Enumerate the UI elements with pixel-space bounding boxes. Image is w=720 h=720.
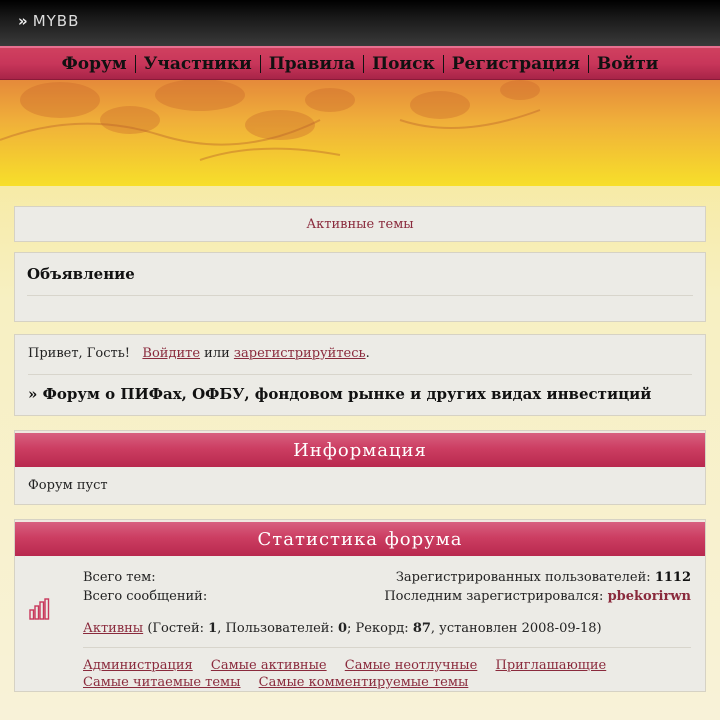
greeting-or: или	[204, 346, 230, 361]
info-panel	[14, 430, 706, 505]
users-count: 0	[338, 621, 348, 636]
total-posts-label: Всего сообщений:	[83, 589, 208, 604]
header-banner	[0, 80, 720, 186]
last-registered-stat: Последним зарегистрировался: pbekorirwn	[384, 589, 691, 604]
nav-register[interactable]: Регистрация	[443, 55, 588, 73]
divider	[28, 374, 692, 375]
last-registered-user-link[interactable]: pbekorirwn	[607, 589, 691, 604]
link-inviters[interactable]: Приглашающие	[495, 658, 607, 673]
nav-rules[interactable]: Правила	[260, 55, 363, 73]
logo-text: MYBB	[32, 12, 80, 30]
register-link[interactable]: зарегистрируйтесь	[233, 346, 366, 361]
greeting-line	[28, 346, 692, 361]
link-most-present[interactable]: Самые неотлучные	[344, 658, 478, 673]
nav-search[interactable]: Поиск	[363, 55, 443, 73]
forum-title: » Форум о ПИФах, ОФБУ, фондовом рынке и других видах инвестиций	[28, 385, 652, 403]
divider	[27, 295, 693, 296]
total-topics-label: Всего тем:	[83, 570, 156, 585]
nav-login[interactable]: Войти	[588, 55, 666, 73]
active-topics-link[interactable]	[14, 206, 706, 242]
info-header: Информация	[15, 431, 705, 467]
link-most-commented-topics[interactable]: Самые комментируемые темы	[258, 675, 469, 690]
greeting-hello: Привет, Гость!	[28, 346, 131, 361]
info-body: Форум пуст	[28, 478, 108, 493]
stats-links-2	[83, 674, 691, 691]
logo-chevron-icon: »	[18, 12, 29, 30]
registered-users-value: 1112	[654, 570, 691, 585]
active-users-link[interactable]: Активны	[83, 621, 144, 636]
announcement-title: Объявление	[27, 265, 135, 283]
registered-users-stat: Зарегистрированных пользователей: 1112	[395, 570, 691, 585]
top-bar	[0, 0, 720, 46]
greeting-period: .	[365, 346, 370, 361]
announcement-panel	[14, 252, 706, 322]
online-line: Активны (Гостей: 1, Пользователей: 0; Рекорд: 87, установлен 2008-09-18)	[83, 621, 602, 636]
stats-header: Статистика форума	[15, 520, 705, 556]
record-count: 87	[412, 621, 431, 636]
mybb-logo[interactable]	[18, 12, 79, 30]
nav-users[interactable]: Участники	[135, 55, 260, 73]
greeting-panel	[14, 334, 706, 416]
bar-chart-icon	[29, 568, 69, 691]
link-administration[interactable]: Администрация	[83, 658, 193, 673]
guests-count: 1	[208, 621, 218, 636]
main-nav	[0, 46, 720, 80]
login-link[interactable]: Войдите	[142, 346, 201, 361]
active-topics-label[interactable]: Активные темы	[306, 216, 414, 232]
divider	[83, 647, 691, 648]
link-most-active[interactable]: Самые активные	[210, 658, 327, 673]
stats-panel	[14, 519, 706, 692]
orchid-decoration-icon	[0, 80, 720, 186]
link-most-read-topics[interactable]: Самые читаемые темы	[83, 675, 241, 690]
stats-links	[83, 657, 691, 674]
nav-forum[interactable]: Форум	[61, 53, 127, 74]
